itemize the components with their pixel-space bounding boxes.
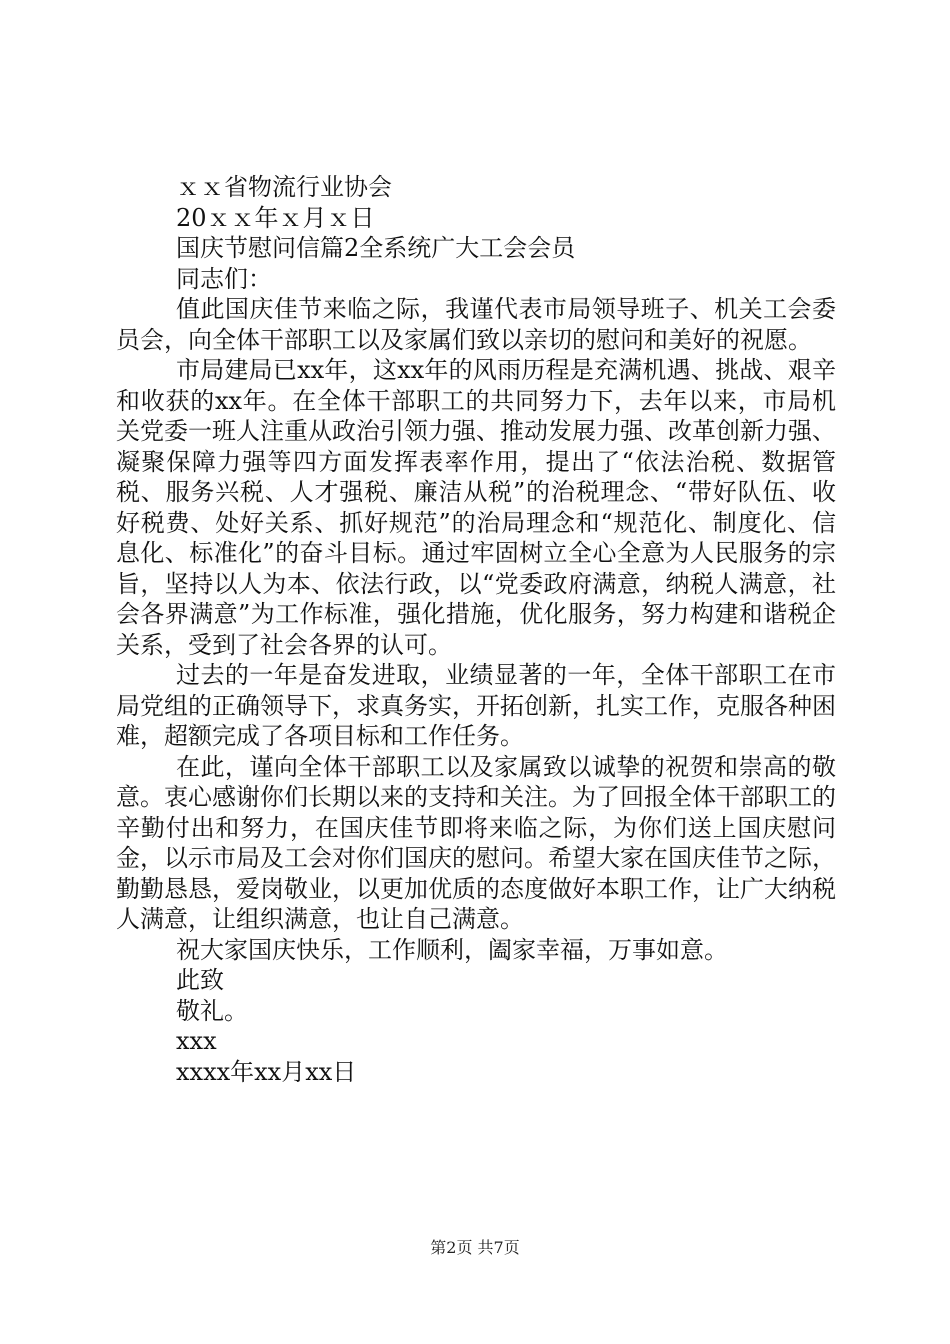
- organization-line: ｘｘ省物流行业协会: [176, 173, 392, 201]
- page-number-footer: 第2页 共7页: [430, 1238, 520, 1257]
- paragraph-2: 市局建局已xx年，这xx年的风雨历程是充满机遇、挑战、艰辛和收获的xx年。在全体干部职工的共同努力下，去年以来，市局机关党委一班人注重从政治引领力强、推动发展力强、改革创新力强、凝聚保障力强等四方面发挥表率作用，提出了“依法治税、数据管税、服务兴税、人才强税、廉洁从税”的治税理念、“带好队伍、收好税费、处好关系、抓好规范”的治局理念和“规范化、制度化、信息化、标准化”的奋斗目标。通过牢固树立全心全意为人民服务的宗旨，坚持以人为本、依法行政，以“党委政府满意，纳税人满意，社会各界满意”为工作标准，强化措施，优化服务，努力构建和谐税企关系，受到了社会各界的认可。: [116, 356, 836, 659]
- closing-line-1: 此致: [176, 966, 224, 994]
- closing-line-2: 敬礼。: [176, 996, 248, 1025]
- date-line: 20ｘｘ年ｘ月ｘ日: [176, 203, 375, 232]
- sign-date: xxxx年xx月xx日: [176, 1057, 357, 1086]
- paragraph-1: 值此国庆佳节来临之际，我谨代表市局领导班子、机关工会委员会，向全体干部职工以及家属们致以亲切的慰问和美好的祝愿。: [116, 295, 836, 354]
- paragraph-3: 过去的一年是奋发进取，业绩显著的一年，全体干部职工在市局党组的正确领导下，求真务实，开拓创新，扎实工作，克服各种困难，超额完成了各项目标和工作任务。: [116, 661, 836, 750]
- letter-body: [116, 172, 836, 1087]
- salutation: 同志们：: [176, 264, 272, 293]
- signer: xxx: [176, 1027, 217, 1055]
- heading-line: 国庆节慰问信篇2全系统广大工会会员: [176, 234, 576, 262]
- paragraph-4: 在此，谨向全体干部职工以及家属致以诚挚的祝贺和崇高的敬意。衷心感谢你们长期以来的支持和关注。为了回报全体干部职工的辛勤付出和努力，在国庆佳节即将来临之际，为你们送上国庆慰问金，以示市局及工会对你们国庆的慰问。希望大家在国庆佳节之际，勤勤恳恳，爱岗敬业，以更加优质的态度做好本职工作，让广大纳税人满意，让组织满意，也让自己满意。: [116, 752, 836, 933]
- wish-line: 祝大家国庆快乐，工作顺利，阖家幸福，万事如意。: [176, 935, 728, 964]
